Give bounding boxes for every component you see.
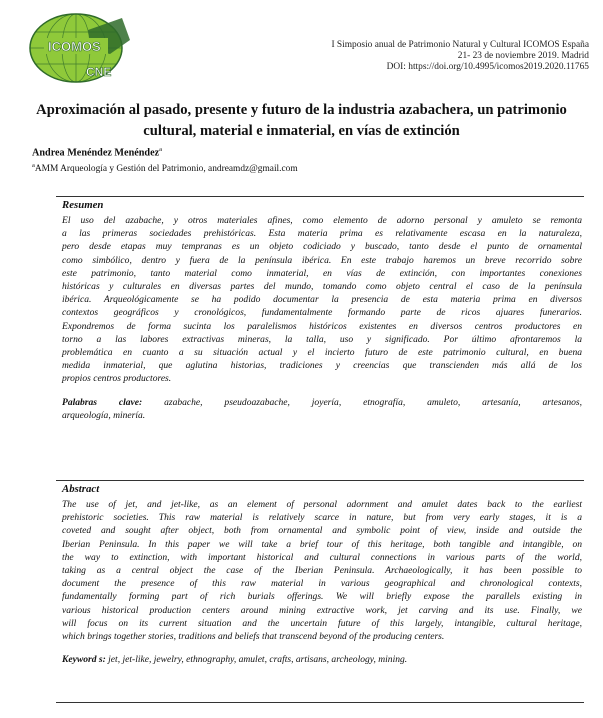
text-line: which brings together stories, traditions and beliefs that transcend beyond of the producing centers. [62,631,445,643]
text-line: the way to extinction, with important historical and cultural connections in various parts of the world, [62,551,582,563]
author-mark: a [159,146,163,153]
text-line: históricas y culturales en diversas partes del mundo, tomando como objeto central el caso de la península [62,281,582,293]
divider [56,702,584,703]
keywords-text: azabache, pseudoazabache, joyería, etnografía, amuleto, artesanía, artesanos, [164,396,582,408]
title-line: Aproximación al pasado, presente y futuro de la industria azabachera, un patrimonio [36,102,567,118]
conference-name: I Simposio anual de Patrimonio Natural y Cultural ICOMOS España [331,40,589,50]
text-line: a las primeras sociedades prehistóricas. Esta materia prima es relativamente escasa en la naturaleza, [62,228,582,240]
text-line: will focus on its current situation and the uncertain future of this largely, intangible, cultural heritage, [62,617,582,629]
text-line: medida inmaterial, que aglutina historias, tradiciones y creencias que transcienden más allá de los [62,360,582,372]
keywords-text: jet, jet-like, jewelry, ethnography, amulet, crafts, artisans, archeology, mining. [108,654,408,666]
text-line: Iberian Peninsula. In this paper we will take a brief tour of this heritage, both tangible and intangible, on [62,538,582,550]
keywords-label: Keyword s: [62,654,106,666]
affiliation [32,162,298,174]
author [32,146,162,158]
text-line: fundamentally forming part of rich burials offerings. We will briefly expose the parallels existing in [62,591,582,603]
text-line: coveted and sought after object, both from ornamental and symbolic point of view, inside and outside the [62,525,582,537]
text-line: este patrimonio, tanto material como inmaterial, en vías de extinción, con importantes conexiones [62,267,582,279]
resumen-body [62,214,582,386]
svg-text:CNE: CNE [86,65,112,79]
keywords-label: Palabras clave: [62,396,143,408]
conference-info [331,40,589,74]
abstract-section [62,483,582,666]
affiliation-mark: a [32,162,35,169]
text-line: El uso del azabache, y otros materiales afines, como elemento de adorno personal y amuleto se remonta [62,215,582,226]
abstract-keywords [62,653,582,666]
text-line: propios centros productores. [62,373,172,385]
affiliation-text: AMM Arqueología y Gestión del Patrimonio, andreamdz@gmail.com [34,164,298,175]
abstract-heading: Abstract [62,483,100,495]
conference-doi[interactable]: DOI: https://doi.org/10.4995/icomos2019.2020.11765 [386,62,589,73]
logo-text: ICOMOS [48,39,101,54]
icomos-cne-logo [26,10,134,88]
text-line: pero desde etapas muy tempranas es un objeto codiciado y buscado, tanto desde el punto de ornamental [62,241,582,253]
abstract-body [62,498,582,643]
text-line: The use of jet, and jet-like, as an element of personal adornment and amulet dates back to the earliest [62,499,582,510]
title-line: cultural, material e inmaterial, en vías de extinción [143,123,460,139]
text-line: prehistoric societies. This raw material is relatively scarce in nature, but from very early stages, it is a [62,512,582,524]
text-line: problemática en cuanto a su situación actual y el incierto futuro de este patrimonio cultural, en buena [62,347,582,359]
text-line: Expondremos de forma sucinta los paralelismos históricos existentes en diversos centros productores en [62,320,582,332]
text-line: ibérica. Arqueológicamente se ha podido documentar la presencia de esta materia prima en diversos [62,294,582,306]
text-line: contextos geográficos y cronológicos, fundamentalmente formando parte de ricos ajuares funerarios. [62,307,582,319]
conference-dates: 21- 23 de noviembre 2019. Madrid [457,51,589,62]
text-line: torno a las labores extractivas mineras, la talla, uso y significado. Por último afrontaremos la [62,333,582,345]
divider [56,196,584,197]
keywords-text: arqueología, minería. [62,409,146,421]
resumen-keywords [62,396,582,422]
resumen-heading: Resumen [62,199,104,211]
divider [56,480,584,481]
text-line: document the presence of this raw material in various geographical and chronological contexts, [62,578,582,590]
paper-title [20,100,583,142]
text-line: taking as a central object the case of the Iberian Peninsula. Archaeologically, it has been possible to [62,565,582,577]
resumen-section [62,199,582,422]
text-line: various historical production centers around mining extractive work, jet carving and its use. Finally, we [62,604,582,616]
text-line: como simbólico, dentro y fuera de la península ibérica. En este trabajo haremos un breve recorrido sobre [62,254,582,266]
author-name: Andrea Menéndez Menéndez [32,147,160,159]
